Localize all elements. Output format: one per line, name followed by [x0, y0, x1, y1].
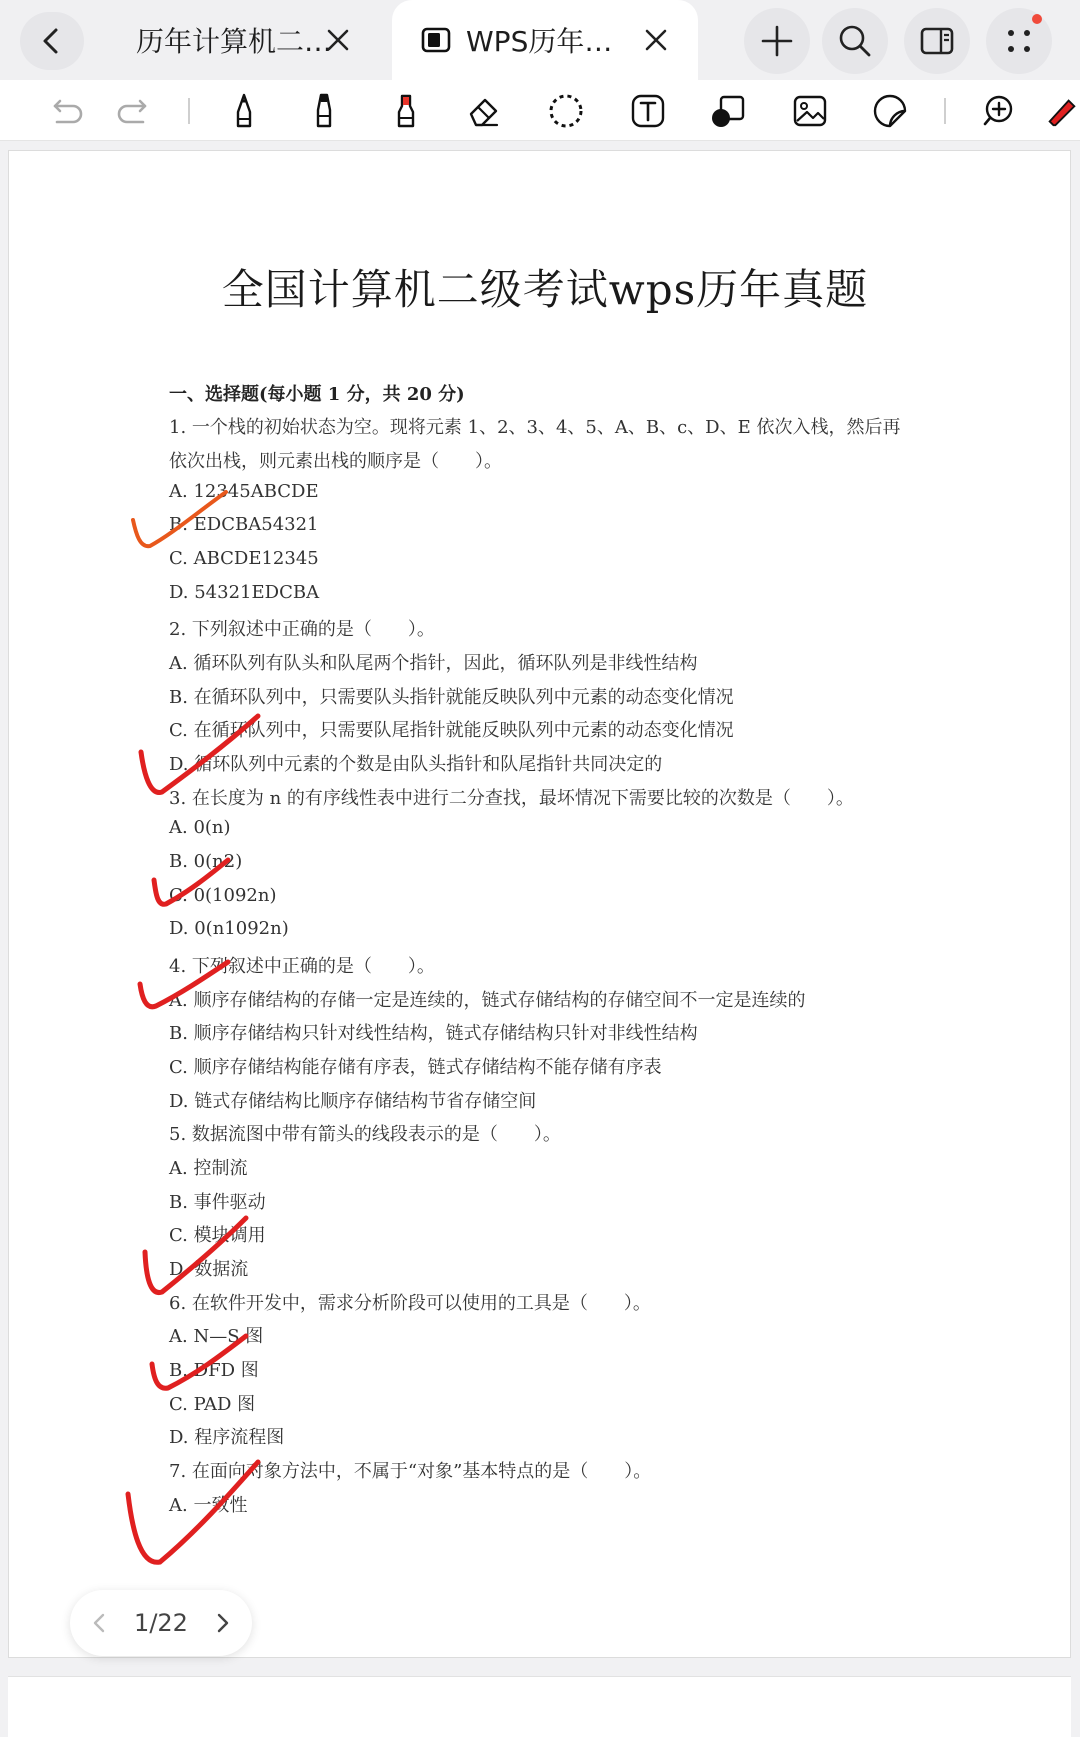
option-line: C. 顺序存储结构能存储有序表，链式存储结构不能存储有序表 [169, 1057, 662, 1078]
chevron-left-icon [37, 26, 67, 56]
document-title: 全国计算机二级考试wps历年真题 [221, 265, 869, 314]
notification-dot [1032, 14, 1042, 24]
close-icon[interactable] [324, 26, 352, 54]
option-line: A. 一致性 [169, 1495, 248, 1516]
option-line: B. DFD 图 [169, 1360, 259, 1381]
text-box-icon [629, 92, 667, 130]
question-1-line-1: 1. 一个栈的初始状态为空。现将元素 1、2、3、4、5、A、B、c、D、E 依次入栈，然后再 [169, 417, 901, 438]
option-line: B. 在循环队列中，只需要队头指针就能反映队列中元素的动态变化情况 [169, 687, 734, 708]
pen-tool[interactable] [224, 92, 264, 130]
pen-icon [225, 92, 263, 130]
sticker-tool[interactable] [870, 92, 910, 130]
option-line: A. 顺序存储结构的存储一定是连续的，链式存储结构的存储空间不一定是连续的 [169, 990, 806, 1011]
question-line: 7. 在面向对象方法中，不属于“对象”基本特点的是（ ）。 [169, 1461, 652, 1482]
eraser-icon [465, 92, 503, 130]
option-line: A. 循环队列有队头和队尾两个指针，因此，循环队列是非线性结构 [169, 653, 698, 674]
document-icon [420, 24, 452, 56]
search-icon [837, 23, 873, 59]
search-button[interactable] [822, 8, 888, 74]
question-line: 6. 在软件开发中，需求分析阶段可以使用的工具是（ ）。 [169, 1293, 651, 1314]
marker-icon [305, 92, 343, 130]
option-line: D. 链式存储结构比顺序存储结构节省存储空间 [169, 1091, 537, 1112]
option-line: C. PAD 图 [169, 1394, 256, 1415]
image-tool[interactable] [790, 92, 830, 130]
shape-icon [709, 92, 747, 130]
question-line: 2. 下列叙述中正确的是（ ）。 [169, 619, 435, 640]
redo-button[interactable] [114, 92, 154, 130]
option-line: A. 控制流 [169, 1158, 248, 1179]
highlighter-tool[interactable] [386, 92, 426, 130]
more-button[interactable] [986, 8, 1052, 74]
close-icon[interactable] [642, 26, 670, 54]
zoom-in-icon [981, 92, 1019, 130]
plus-icon [759, 23, 795, 59]
split-view-button[interactable] [904, 8, 970, 74]
sticker-icon [871, 92, 909, 130]
option-line: D. 数据流 [169, 1259, 249, 1280]
undo-button[interactable] [46, 92, 86, 130]
more-dots-icon [1001, 23, 1037, 59]
image-icon [791, 92, 829, 130]
page-indicator: 1/22 [134, 1609, 188, 1637]
document-page[interactable] [8, 150, 1071, 1658]
redo-icon [115, 92, 153, 130]
split-view-icon [919, 23, 955, 59]
option-line: B. 事件驱动 [169, 1192, 266, 1213]
option-line: C. 在循环队列中，只需要队尾指针就能反映队列中元素的动态变化情况 [169, 720, 734, 741]
option-line: C. 模块调用 [169, 1225, 266, 1246]
tab-label: WPS历年… [466, 25, 613, 58]
marker-tool[interactable] [304, 92, 344, 130]
new-tab-button[interactable] [744, 8, 810, 74]
chevron-right-icon [211, 1612, 233, 1634]
option-line: D. 54321EDCBA [169, 582, 320, 603]
question-1-line-2: 依次出栈，则元素出栈的顺序是（ ）。 [169, 451, 502, 472]
tab-wps-history[interactable] [392, 0, 698, 80]
back-button[interactable] [20, 12, 84, 70]
annotation-toolbar [0, 80, 1080, 141]
lasso-tool[interactable] [546, 92, 586, 130]
toolbar-separator [944, 98, 946, 124]
question-line: 5. 数据流图中带有箭头的线段表示的是（ ）。 [169, 1124, 561, 1145]
option-line: D. 循环队列中元素的个数是由队头指针和队尾指针共同决定的 [169, 754, 663, 775]
section-heading: 一、选择题(每小题 1 分，共 20 分) [169, 384, 465, 405]
toolbar-separator [188, 98, 190, 124]
red-pen-icon [1044, 92, 1080, 130]
option-line: D. 0(n1092n) [169, 918, 289, 939]
undo-icon [47, 92, 85, 130]
option-line: B. 0(n2) [169, 851, 243, 872]
option-line: B. 顺序存储结构只针对线性结构，链式存储结构只针对非线性结构 [169, 1023, 698, 1044]
option-line: B. EDCBA54321 [169, 514, 319, 535]
lasso-icon [547, 92, 585, 130]
eraser-tool[interactable] [464, 92, 504, 130]
highlighter-icon [387, 92, 425, 130]
red-pen-tool[interactable] [1044, 92, 1080, 130]
shape-tool[interactable] [708, 92, 748, 130]
option-line: A. 0(n) [169, 817, 231, 838]
option-line: D. 程序流程图 [169, 1427, 285, 1448]
page-navigator [70, 1590, 252, 1656]
tab-history-exam[interactable] [110, 0, 380, 80]
tab-label: 历年计算机二… [136, 25, 333, 58]
option-line: A. 12345ABCDE [169, 481, 319, 502]
question-line: 3. 在长度为 n 的有序线性表中进行二分查找，最坏情况下需要比较的次数是（ ）。 [169, 788, 854, 809]
text-box-tool[interactable] [628, 92, 668, 130]
option-line: C. 0(1092n) [169, 885, 277, 906]
zoom-in-tool[interactable] [980, 92, 1020, 130]
question-line: 4. 下列叙述中正确的是（ ）。 [169, 956, 435, 977]
tab-bar [0, 0, 1080, 80]
next-page-button[interactable] [206, 1607, 238, 1639]
option-line: A. N—S 图 [169, 1326, 264, 1347]
option-line: C. ABCDE12345 [169, 548, 319, 569]
